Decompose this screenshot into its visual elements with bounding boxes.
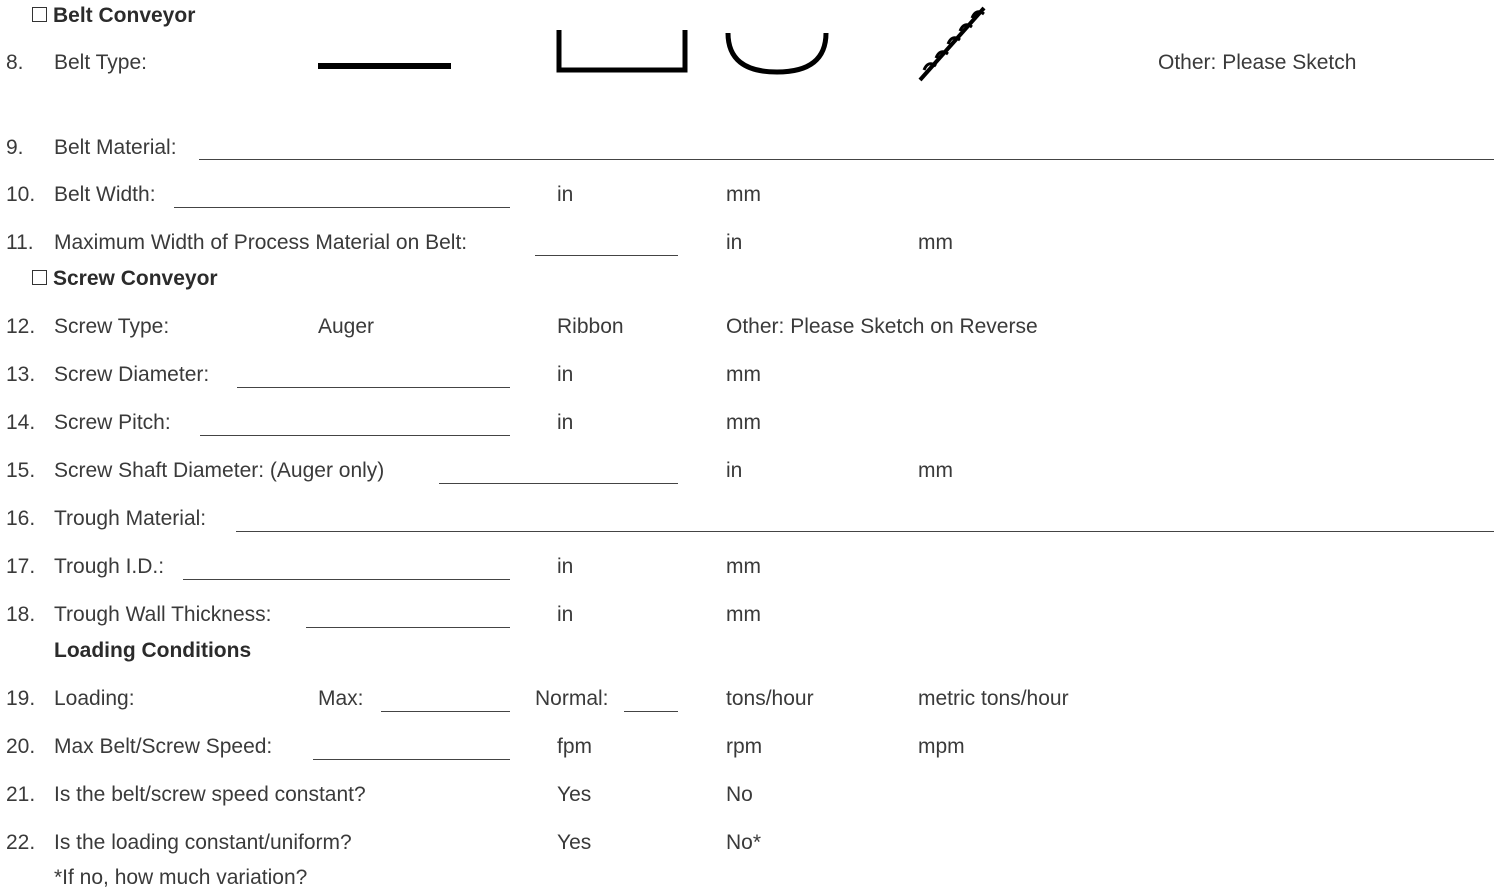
trough-belt-icon[interactable] bbox=[556, 30, 688, 74]
q18-label: Trough Wall Thickness: bbox=[54, 603, 272, 626]
screw-pitch-field[interactable] bbox=[200, 435, 510, 436]
q10-unit-mm[interactable]: mm bbox=[726, 183, 761, 206]
q12-number: 12. bbox=[6, 315, 36, 338]
q20-label: Max Belt/Screw Speed: bbox=[54, 735, 273, 758]
q20-unit-fpm[interactable]: fpm bbox=[557, 735, 593, 758]
q8-label: Belt Type: bbox=[54, 51, 148, 74]
belt-conveyor-heading: Belt Conveyor bbox=[53, 4, 196, 27]
q16-label: Trough Material: bbox=[54, 507, 207, 530]
q13-number: 13. bbox=[6, 363, 36, 386]
screw-type-ribbon-option[interactable]: Ribbon bbox=[557, 315, 624, 338]
q18-number: 18. bbox=[6, 603, 36, 626]
q20-number: 20. bbox=[6, 735, 36, 758]
screw-conveyor-heading: Screw Conveyor bbox=[53, 267, 218, 290]
q22-yes-option[interactable]: Yes bbox=[557, 831, 592, 854]
q16-number: 16. bbox=[6, 507, 36, 530]
q22-number: 22. bbox=[6, 831, 36, 854]
q21-number: 21. bbox=[6, 783, 36, 806]
q18-unit-mm[interactable]: mm bbox=[726, 603, 761, 626]
q15-unit-in[interactable]: in bbox=[726, 459, 743, 482]
max-speed-field[interactable] bbox=[313, 759, 510, 760]
wall-thickness-field[interactable] bbox=[306, 627, 510, 628]
belt-material-field[interactable] bbox=[199, 159, 1494, 160]
q21-yes-option[interactable]: Yes bbox=[557, 783, 592, 806]
screw-type-auger-option[interactable]: Auger bbox=[318, 315, 375, 338]
q18-unit-in[interactable]: in bbox=[557, 603, 574, 626]
screw-type-other-option[interactable]: Other: Please Sketch on Reverse bbox=[726, 315, 1038, 338]
q22-label: Is the loading constant/uniform? bbox=[54, 831, 352, 854]
belt-conveyor-section bbox=[32, 4, 195, 28]
q17-number: 17. bbox=[6, 555, 36, 578]
q19-label: Loading: bbox=[54, 687, 135, 710]
q14-label: Screw Pitch: bbox=[54, 411, 171, 434]
loading-conditions-heading: Loading Conditions bbox=[54, 639, 252, 662]
q19-unit-tons[interactable]: tons/hour bbox=[726, 687, 814, 710]
q10-label: Belt Width: bbox=[54, 183, 156, 206]
screw-conveyor-checkbox[interactable] bbox=[32, 270, 47, 285]
q21-no-option[interactable]: No bbox=[726, 783, 753, 806]
q19-max-label: Max: bbox=[318, 687, 364, 710]
q17-label: Trough I.D.: bbox=[54, 555, 165, 578]
q15-unit-mm[interactable]: mm bbox=[918, 459, 953, 482]
trough-material-field[interactable] bbox=[236, 531, 1494, 532]
trough-id-field[interactable] bbox=[183, 579, 510, 580]
q10-number: 10. bbox=[6, 183, 36, 206]
q11-label: Maximum Width of Process Material on Belt: bbox=[54, 231, 468, 254]
belt-conveyor-checkbox[interactable] bbox=[32, 7, 47, 22]
max-loading-field[interactable] bbox=[381, 711, 510, 712]
q21-label: Is the belt/screw speed constant? bbox=[54, 783, 366, 806]
q20-unit-mpm[interactable]: mpm bbox=[918, 735, 965, 758]
q12-label: Screw Type: bbox=[54, 315, 170, 338]
q19-number: 19. bbox=[6, 687, 36, 710]
q19-normal-label: Normal: bbox=[535, 687, 609, 710]
q8-other-option[interactable]: Other: Please Sketch bbox=[1158, 51, 1357, 74]
q22-no-option[interactable]: No* bbox=[726, 831, 762, 854]
q11-unit-in[interactable]: in bbox=[726, 231, 743, 254]
q8-number: 8. bbox=[6, 51, 24, 74]
normal-loading-field[interactable] bbox=[624, 711, 678, 712]
screw-diameter-field[interactable] bbox=[237, 387, 510, 388]
belt-width-field[interactable] bbox=[174, 207, 510, 208]
q17-unit-in[interactable]: in bbox=[557, 555, 574, 578]
screw-conveyor-section bbox=[32, 267, 218, 291]
cleated-belt-icon[interactable] bbox=[914, 4, 988, 84]
q10-unit-in[interactable]: in bbox=[557, 183, 574, 206]
q14-unit-in[interactable]: in bbox=[557, 411, 574, 434]
shaft-diameter-field[interactable] bbox=[439, 483, 678, 484]
q17-unit-mm[interactable]: mm bbox=[726, 555, 761, 578]
q19-unit-metric-tons[interactable]: metric tons/hour bbox=[918, 687, 1069, 710]
variation-footnote: *If no, how much variation? bbox=[54, 866, 308, 889]
q14-number: 14. bbox=[6, 411, 36, 434]
q9-label: Belt Material: bbox=[54, 136, 177, 159]
q13-unit-mm[interactable]: mm bbox=[726, 363, 761, 386]
curved-belt-icon[interactable] bbox=[723, 30, 831, 76]
flat-belt-icon[interactable] bbox=[318, 63, 452, 71]
max-width-field[interactable] bbox=[535, 255, 678, 256]
q9-number: 9. bbox=[6, 136, 24, 159]
q11-unit-mm[interactable]: mm bbox=[918, 231, 953, 254]
q13-unit-in[interactable]: in bbox=[557, 363, 574, 386]
q13-label: Screw Diameter: bbox=[54, 363, 210, 386]
q15-label: Screw Shaft Diameter: (Auger only) bbox=[54, 459, 385, 482]
q11-number: 11. bbox=[6, 231, 34, 254]
q15-number: 15. bbox=[6, 459, 36, 482]
q20-unit-rpm[interactable]: rpm bbox=[726, 735, 763, 758]
q14-unit-mm[interactable]: mm bbox=[726, 411, 761, 434]
